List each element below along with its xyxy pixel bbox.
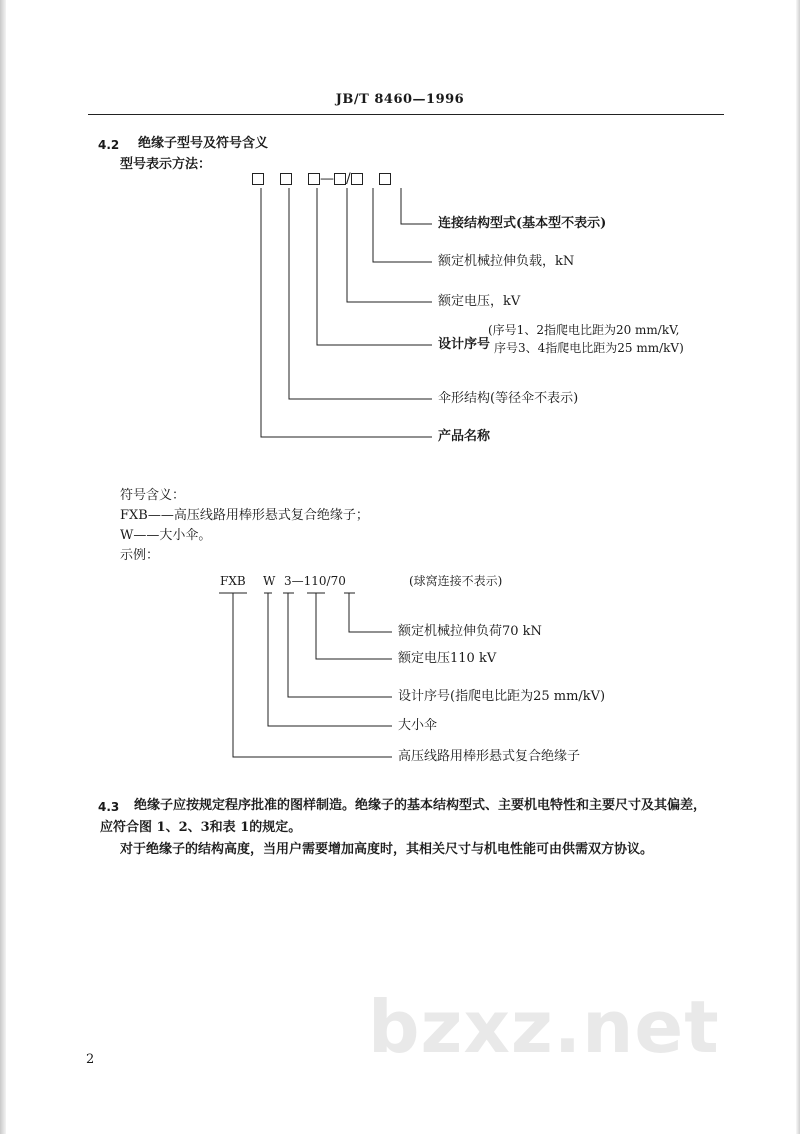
leader-ex-product	[233, 593, 392, 757]
example-label-product: 高压线路用棒形悬式复合绝缘子	[398, 749, 581, 764]
leader-load	[373, 188, 432, 262]
example-rest: 3—110/70	[284, 574, 346, 588]
example-w: W	[263, 574, 276, 588]
leader-umbrella	[289, 188, 432, 399]
example-intro: 示例：	[120, 548, 160, 563]
header-standard-number: JB/T 8460—1996	[335, 92, 465, 107]
section-4-2-title: 绝缘子型号及符号含义	[138, 136, 269, 151]
label-umbrella: 伞形结构(等径伞不表示)	[438, 391, 579, 406]
model-intro: 型号表示方法：	[120, 157, 212, 172]
label-load: 额定机械拉伸负载，kN	[438, 254, 575, 269]
symbol-fxb: FXB——高压线路用棒形悬式复合绝缘子；	[120, 508, 369, 523]
section-4-3-line-1: 绝缘子应按规定程序批准的图样制造。绝缘子的基本结构型式、主要机电特性和主要尺寸及其偏差，	[134, 798, 707, 813]
leader-ex-design	[288, 593, 392, 697]
section-4-3-line-2: 应符合图 1、2、3和表 1的规定。	[100, 820, 302, 835]
leader-ex-load	[349, 593, 392, 632]
example-label-load: 额定机械拉伸负荷70 kN	[398, 624, 542, 639]
symbols-intro: 符号含义：	[120, 488, 186, 503]
example-label-design: 设计序号(指爬电比距为25 mm/kV)	[398, 689, 606, 704]
label-design-no: 设计序号	[438, 337, 491, 352]
example-note: (球窝连接不表示)	[409, 574, 503, 588]
symbol-w: W——大小伞。	[120, 528, 212, 543]
section-4-3-line-3: 对于绝缘子的结构高度，当用户需要增加高度时，其相关尺寸与机电性能可由供需双方协议。	[120, 842, 654, 857]
leader-connection	[401, 188, 432, 224]
watermark: bzxz.net	[368, 985, 720, 1069]
pattern-dash: —	[320, 171, 334, 187]
example-label-voltage: 额定电压110 kV	[398, 651, 497, 666]
leader-design	[317, 188, 432, 345]
page-number: 2	[86, 1052, 95, 1067]
pattern-slash: /	[346, 171, 351, 187]
section-4-3-number: 4.3	[98, 800, 120, 814]
example-label-umbrella: 大小伞	[398, 718, 438, 733]
label-connection: 连接结构型式(基本型不表示)	[438, 216, 607, 231]
label-product: 产品名称	[438, 429, 491, 444]
leader-ex-voltage	[316, 593, 392, 659]
label-design-note-2: 序号3、4指爬电比距为25 mm/kV)	[494, 341, 684, 355]
example-fxb: FXB	[220, 574, 246, 588]
section-4-2-number: 4.2	[98, 138, 120, 152]
label-design-note-1: (序号1、2指爬电比距为20 mm/kV,	[488, 323, 680, 337]
label-voltage: 额定电压，kV	[438, 294, 521, 309]
leader-voltage	[347, 188, 432, 302]
